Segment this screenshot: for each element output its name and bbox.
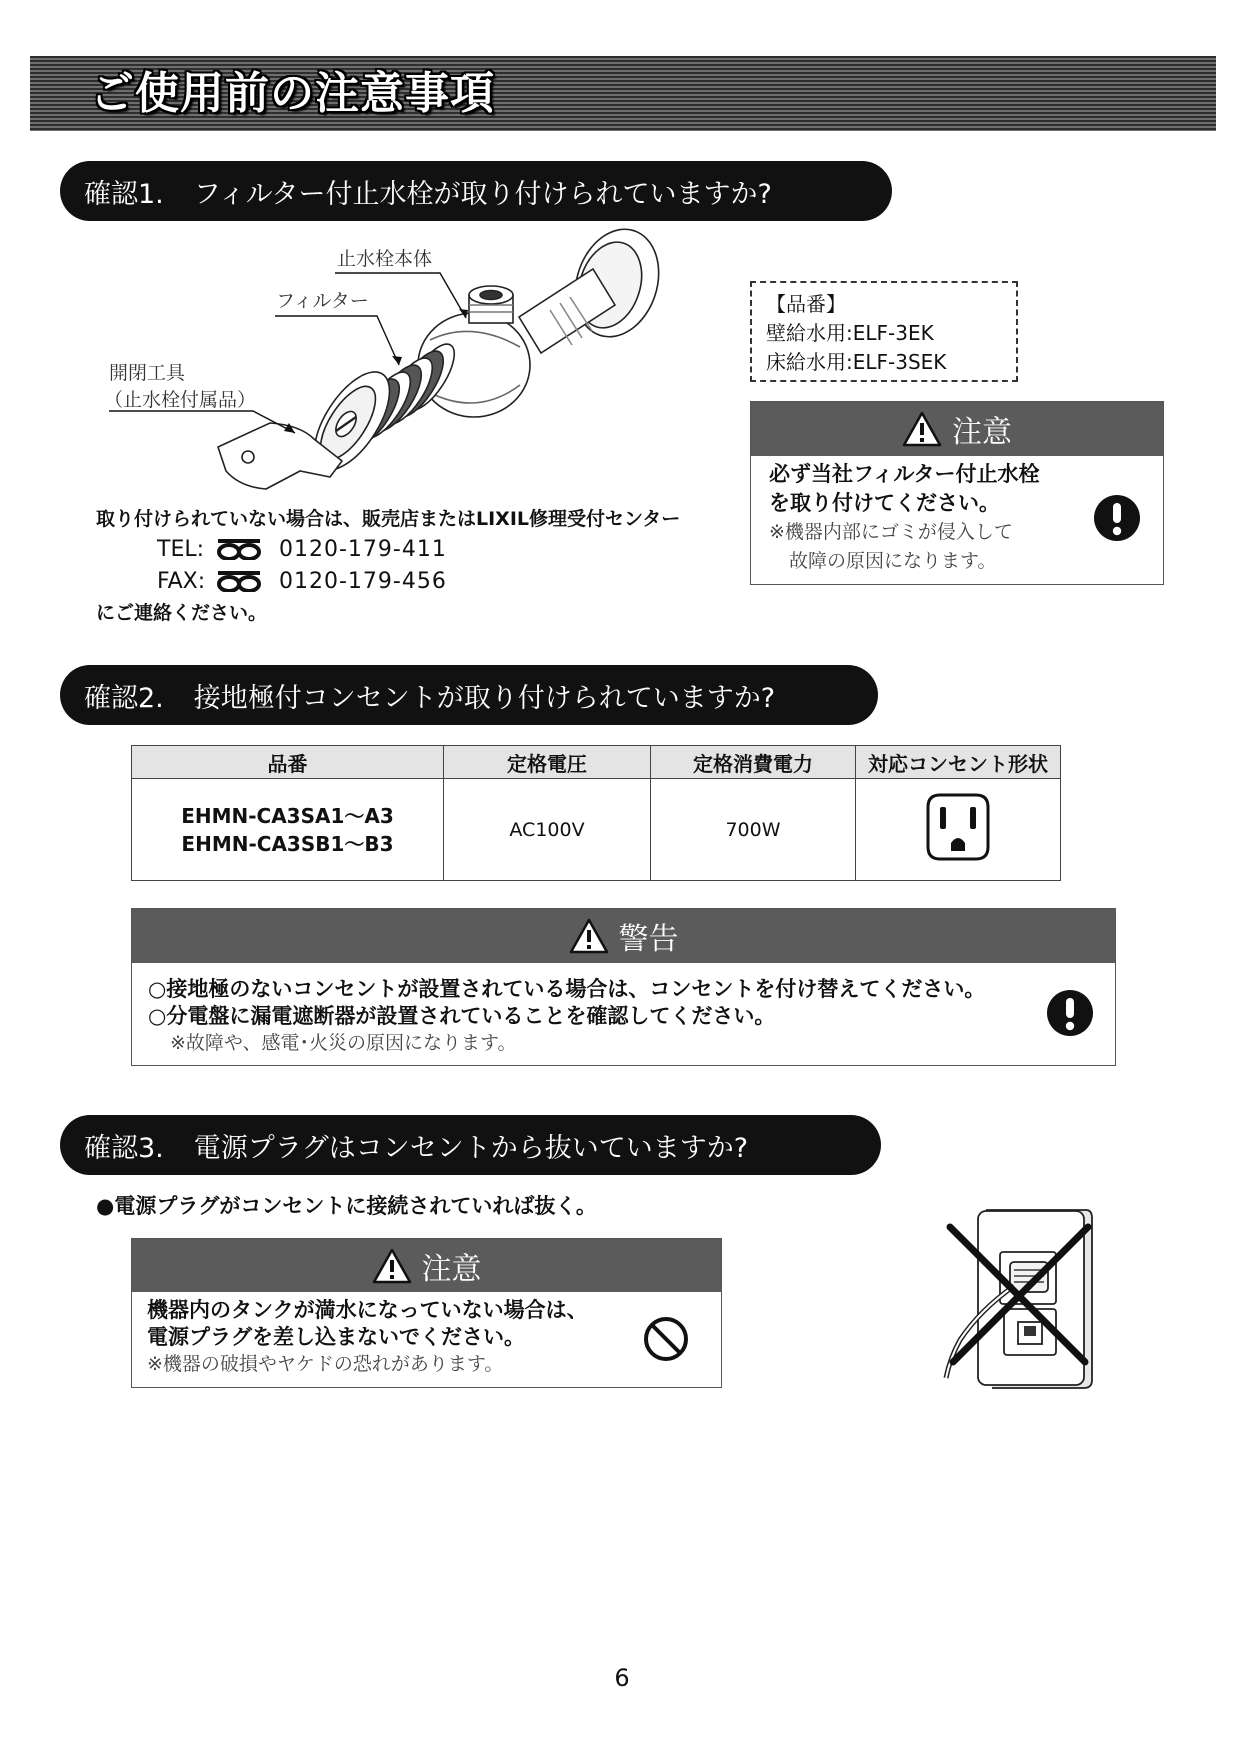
column-header: 対応コンセント形状 (856, 746, 1061, 779)
model-number: EHMN-CA3SA1～A3 (181, 803, 394, 828)
caution-line: 電源プラグを差し込まないでください。 (147, 1325, 525, 1349)
caution-header (751, 402, 1163, 456)
part-number-floor: 床給水用:ELF-3SEK (766, 350, 947, 374)
section-3-heading (60, 1115, 881, 1175)
table-row (132, 779, 1061, 881)
tel-number: 0120-179-411 (279, 536, 447, 562)
column-header: 定格電圧 (444, 746, 651, 779)
warning-triangle-icon (902, 411, 942, 447)
tel-label: TEL: (157, 536, 205, 562)
prohibition-icon (642, 1315, 690, 1363)
part-number-wall: 壁給水用:ELF-3EK (766, 321, 934, 345)
page-title: ご使用前の注意事項 (90, 68, 495, 119)
section-1-number: 確認1. (84, 178, 164, 210)
section-1-title: フィルター付止水栓が取り付けられていますか? (193, 178, 772, 210)
part-number-title: 【品番】 (766, 292, 846, 316)
part-number-box (750, 281, 1018, 382)
voltage-cell: AC100V (444, 779, 651, 881)
caution-header (132, 1239, 721, 1292)
warning-line: ○分電盤に漏電遮断器が設置されていることを確認してください。 (148, 1004, 776, 1028)
fax-number: 0120-179-456 (279, 568, 447, 594)
warning-triangle-icon (569, 918, 609, 954)
section-2-title: 接地極付コンセントが取り付けられていますか? (193, 682, 776, 714)
power-cell: 700W (651, 779, 856, 881)
model-cell (132, 779, 444, 881)
unplug-outlet-illustration (940, 1200, 1100, 1395)
warning-note: ※故障や、感電･火災の原因になります。 (170, 1032, 517, 1054)
exclamation-circle-icon (1093, 494, 1141, 542)
section-2-heading (60, 665, 878, 725)
grounded-outlet-icon (924, 791, 992, 863)
label-filter: フィルター (276, 290, 369, 312)
table-header-row (132, 746, 1061, 779)
page-header (30, 56, 1216, 131)
unplug-instruction: ●電源プラグがコンセントに接続されていれば抜く。 (96, 1194, 597, 1218)
contact-outro: にご連絡ください。 (96, 602, 268, 624)
tel-row (157, 535, 447, 563)
caution-line: 必ず当社フィルター付止水栓 (769, 462, 1040, 486)
free-dial-icon (217, 570, 261, 592)
exclamation-circle-icon (1046, 989, 1094, 1037)
page-number: 6 (614, 1664, 630, 1692)
fax-row (157, 567, 447, 595)
caution-note: ※機器内部にゴミが侵入して (769, 521, 1013, 543)
caution-title: 注意 (952, 415, 1012, 450)
contact-intro: 取り付けられていない場合は、販売店またはLIXIL修理受付センター (96, 508, 681, 530)
caution-note: 故障の原因になります。 (789, 550, 997, 572)
section-3-title: 電源プラグはコンセントから抜いていますか? (193, 1132, 749, 1164)
column-header: 定格消費電力 (651, 746, 856, 779)
label-tool: 開閉工具 (109, 362, 186, 384)
caution-title: 注意 (421, 1251, 482, 1287)
section-1-heading (60, 161, 892, 221)
column-header: 品番 (132, 746, 444, 779)
caution-box-plug (131, 1238, 722, 1388)
free-dial-icon (217, 538, 261, 560)
label-tool-note: （止水栓付属品） (104, 389, 257, 411)
fax-label: FAX: (157, 568, 206, 594)
caution-line: 機器内のタンクが満水になっていない場合は、 (147, 1298, 588, 1322)
section-2-number: 確認2. (84, 682, 164, 714)
label-valve-body: 止水栓本体 (337, 248, 433, 270)
outlet-cell (856, 779, 1061, 881)
warning-triangle-icon (372, 1248, 412, 1284)
warning-header (132, 909, 1115, 963)
warning-line: ○接地極のないコンセントが設置されている場合は、コンセントを付け替えてください。 (148, 977, 986, 1001)
spec-table (131, 745, 1061, 881)
caution-box-filter (750, 401, 1164, 585)
caution-line: を取り付けてください。 (769, 491, 1000, 515)
section-3-number: 確認3. (84, 1132, 164, 1164)
model-number: EHMN-CA3SB1～B3 (181, 831, 394, 856)
warning-title: 警告 (618, 922, 679, 957)
warning-box-outlet (131, 908, 1116, 1066)
caution-note: ※機器の破損やヤケドの恐れがあります。 (147, 1353, 504, 1375)
